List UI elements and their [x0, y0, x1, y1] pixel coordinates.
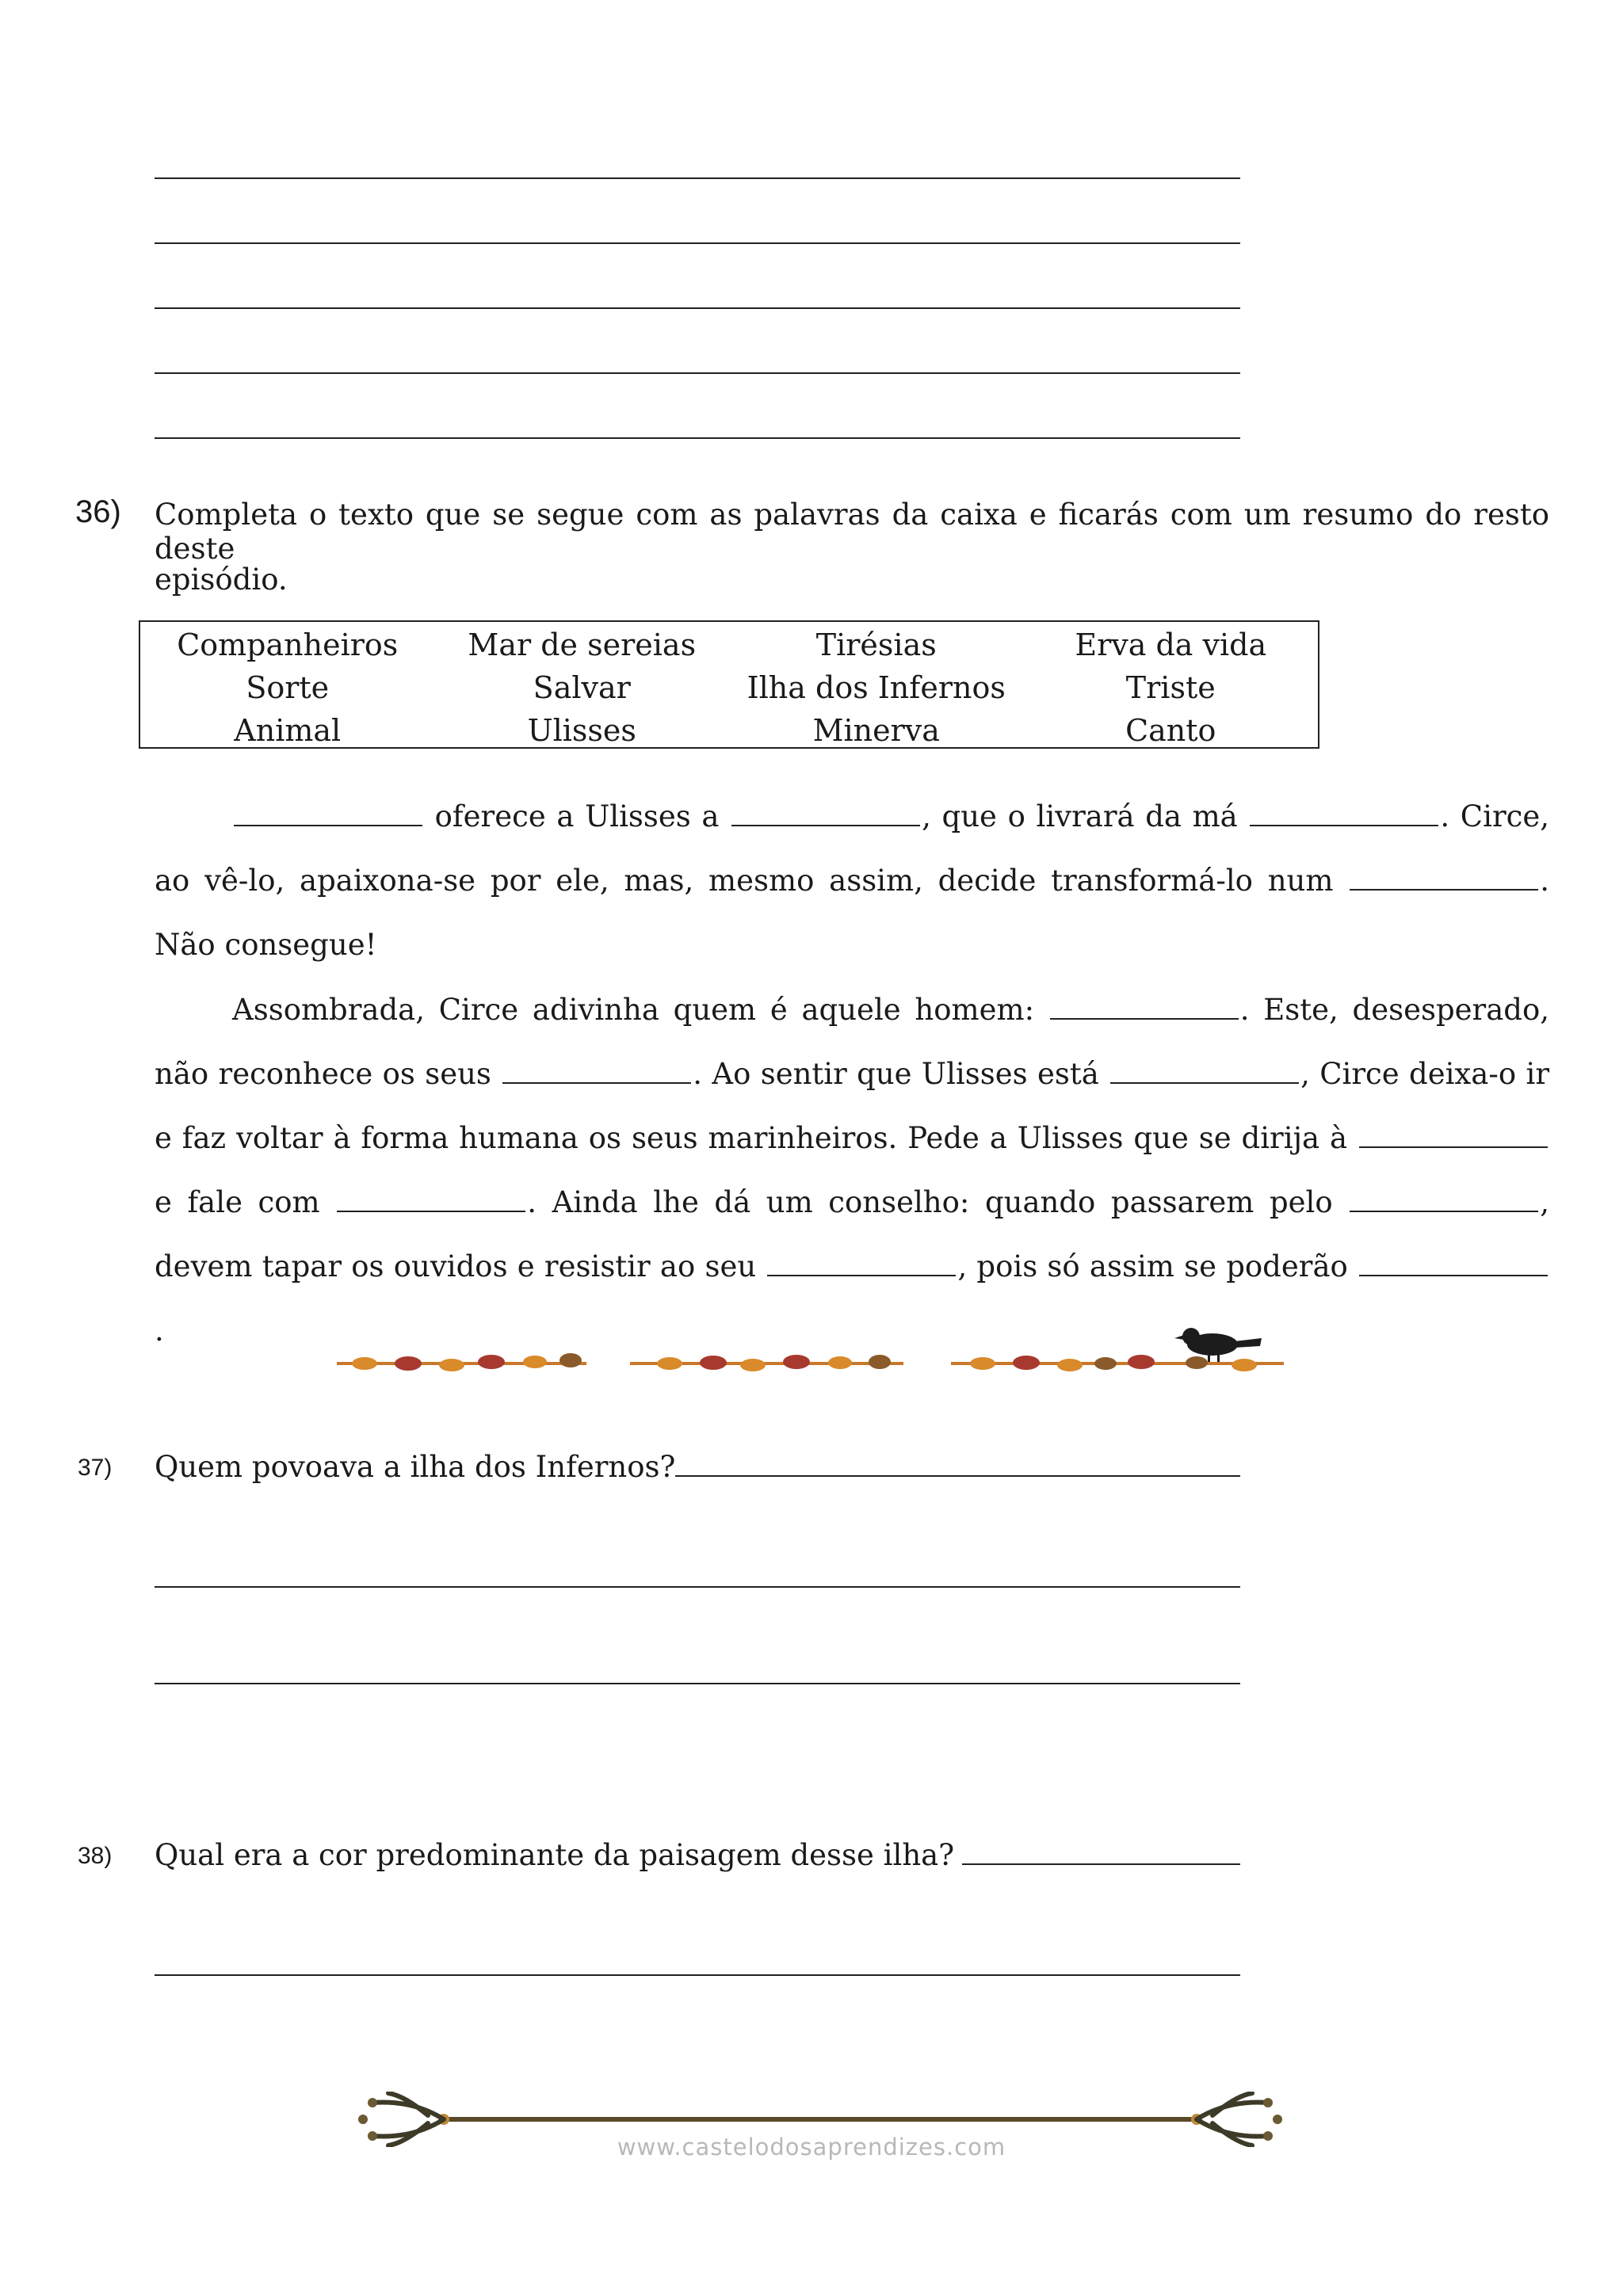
paragraph-text: , que o livrará da má [922, 799, 1238, 833]
fill-blank[interactable] [1350, 865, 1538, 891]
paragraph-text: , Circe deixa-o ir e faz voltar à forma humana os seus marinheiros. Pede a Ulisses que se dirija à [155, 1057, 1549, 1155]
word-item: Companheiros [177, 627, 399, 662]
question-number: 36) [75, 494, 121, 529]
answer-line[interactable] [155, 437, 1240, 439]
answer-line[interactable] [155, 1974, 1240, 1976]
question-number: 37) [78, 1455, 113, 1481]
word-item: Triste [1125, 670, 1216, 705]
leaf-garland-icon [337, 1353, 1284, 1371]
question-prompt: Completa o texto que se segue com as palavras da caixa e ficarás com um resumo do resto deste [155, 498, 1549, 566]
word-item: Mar de sereias [468, 627, 697, 662]
answer-line[interactable] [155, 1683, 1240, 1684]
fill-blank[interactable] [502, 1058, 691, 1084]
paragraph-text: . Este, desesperado, não reconhece os seus [155, 993, 1550, 1091]
question-text: Quem povoava a ilha dos Infernos? [155, 1450, 676, 1484]
word-item: Sorte [246, 670, 330, 705]
word-item: Tirésias [815, 627, 937, 662]
footer-url: www.castelodosaprendizes.com [617, 2134, 1006, 2161]
cloze-paragraph-1 [155, 784, 1549, 977]
paragraph-text: , devem tapar os ouvidos e resistir ao seu [155, 1185, 1549, 1283]
question-prompt-cont: episódio. [155, 563, 288, 597]
fill-blank[interactable] [731, 801, 920, 826]
paragraph-text: , pois só assim se poderão [957, 1249, 1348, 1283]
fill-blank[interactable] [337, 1187, 525, 1212]
paragraph-text: oferece a Ulisses a [434, 799, 720, 833]
answer-line[interactable] [675, 1451, 1240, 1477]
question-number: 38) [78, 1843, 113, 1869]
fill-blank[interactable] [1110, 1058, 1299, 1084]
fill-blank[interactable] [234, 801, 422, 826]
fill-blank[interactable] [1250, 801, 1438, 826]
cloze-paragraph-2 [155, 978, 1549, 1363]
word-item: Canto [1125, 713, 1216, 748]
question-text: Qual era a cor predominante da paisagem desse ilha? [155, 1838, 955, 1872]
answer-line[interactable] [155, 177, 1240, 179]
answer-line[interactable] [962, 1840, 1240, 1865]
answer-line[interactable] [155, 307, 1240, 309]
fill-blank[interactable] [1350, 1187, 1538, 1212]
fill-blank[interactable] [1359, 1251, 1548, 1276]
answer-line[interactable] [155, 372, 1240, 374]
paragraph-text: . [155, 1314, 164, 1348]
question-37 [155, 1450, 1240, 1484]
fill-blank[interactable] [1359, 1123, 1548, 1148]
paragraph-text: . Não consegue! [155, 864, 1549, 962]
word-item: Ilha dos Infernos [747, 670, 1006, 705]
fill-blank[interactable] [767, 1251, 956, 1276]
crow-icon [1174, 1328, 1262, 1362]
word-item: Minerva [812, 713, 940, 748]
word-item: Animal [234, 713, 342, 748]
paragraph-text: . Ainda lhe dá um conselho: quando passarem pelo [527, 1185, 1333, 1219]
paragraph-text: . Ao sentir que Ulisses está [693, 1057, 1099, 1091]
fill-blank[interactable] [1050, 994, 1239, 1020]
paragraph-text: . Circe, ao vê-lo, apaixona-se por ele, mas, mesmo assim, decide transformá-lo num [155, 799, 1550, 898]
word-item: Ulisses [527, 713, 636, 748]
word-item: Salvar [533, 670, 631, 705]
word-box [139, 620, 1319, 749]
paragraph-text: e fale com [155, 1185, 320, 1219]
answer-line[interactable] [155, 242, 1240, 244]
leaf-garland-divider [333, 1319, 1300, 1383]
question-38 [155, 1838, 1240, 1872]
word-item: Erva da vida [1075, 627, 1267, 662]
paragraph-text: Assombrada, Circe adivinha quem é aquele homem: [232, 993, 1035, 1027]
answer-line[interactable] [155, 1586, 1240, 1588]
